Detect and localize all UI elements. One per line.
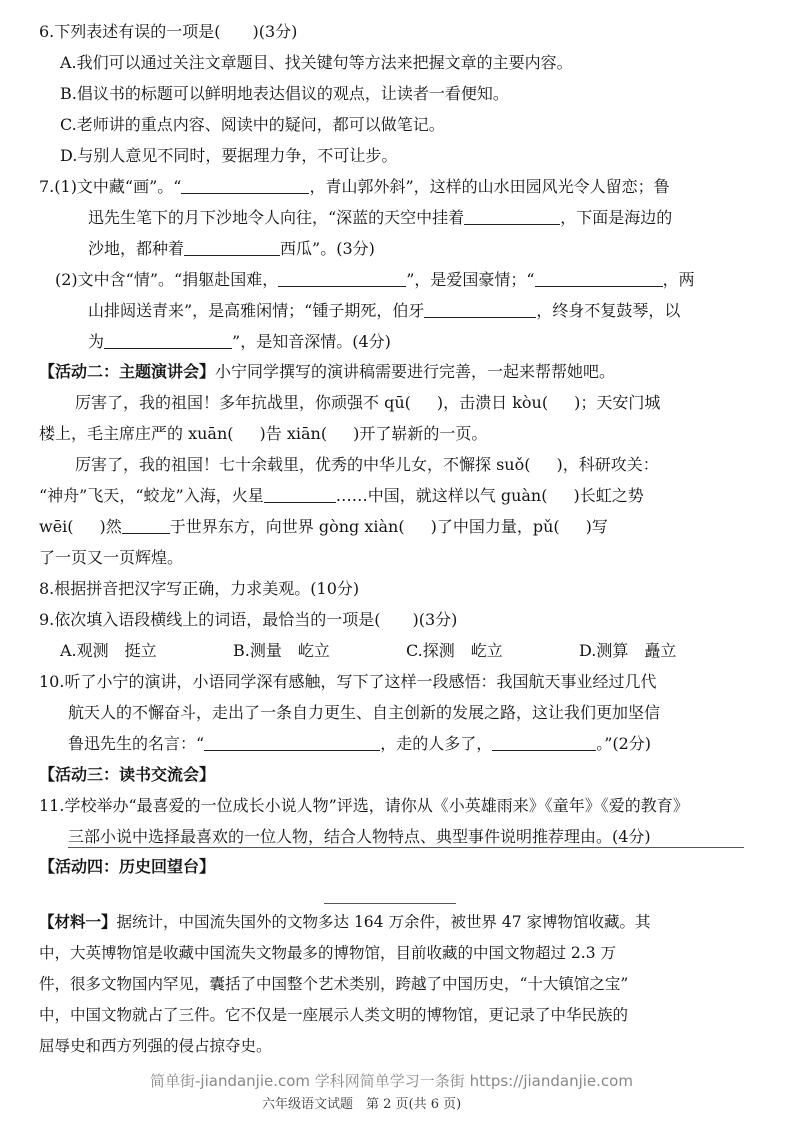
q7-part2-line1: (2)文中含“情”。“捐躯赴国难， ”，是爱国豪情；“ ，两: [55, 270, 695, 289]
q7-part2-line2: 山排闼送青来”，是高雅闲情；“锺子期死，伯牙 ，终身不复鼓琴，以: [88, 301, 681, 320]
q7-part1-line2: 迅先生笔下的月下沙地令人向往，“深蓝的天空中挂着 ，下面是海边的: [88, 208, 673, 227]
answer-blank[interactable]: [492, 734, 596, 751]
q6-option-c: C.老师讲的重点内容、阅读中的疑问，都可以做笔记。: [60, 115, 445, 134]
activity2-header: [39, 361, 615, 383]
q10-line3: 鲁迅先生的名言：“ ，走的人多了， 。”(2分): [68, 734, 652, 753]
q11-line2: 三部小说中选择最喜欢的一位人物，结合人物特点、典型事件说明推荐理由。(4分): [68, 827, 651, 846]
answer-blank[interactable]: [104, 332, 232, 349]
speech-line-2: 楼上，毛主席庄严的 xuān( )告 xiān( )开了崭新的一页。: [39, 424, 488, 443]
material-line-5: 屈辱史和西方列强的侵占掠夺史。: [39, 1037, 272, 1055]
material-label: 【材料一】: [39, 913, 117, 931]
speech-line-6: 了一页又一页辉煌。: [39, 548, 184, 567]
answer-blank[interactable]: [464, 208, 560, 225]
q6-option-d: D.与别人意见不同时，要据理力争，不可让步。: [60, 146, 398, 165]
material-line-2: 中，大英博物馆是收藏中国流失文物最多的博物馆，目前收藏的中国文物超过 2.3 万: [39, 944, 617, 962]
q9-option-d: D.测算 矗立: [579, 641, 677, 660]
activity2-title: 【活动二：主题演讲会】: [39, 362, 216, 381]
q9-option-c: C.探测 屹立: [406, 641, 503, 660]
speech-line-3: 厉害了，我的祖国！七十余载里，优秀的中华儿女，不懈探 suǒ( )，科研攻关：: [75, 455, 659, 474]
speech-line-4: “神舟”飞天，“蛟龙”入海，火星 ……中国，就这样以气 guàn( )长虹之势: [39, 486, 644, 505]
q10-line1: 10.听了小宁的演讲，小语同学深有感触，写下了这样一段感悟：我国航天事业经过几代: [39, 672, 657, 691]
answer-blank[interactable]: [264, 486, 336, 503]
q11-line1: 11.学校举办“最喜爱的一位成长小说人物”评选，请你从《小英雄雨来》《童年》《爱的教育》: [39, 796, 689, 815]
answer-blank[interactable]: [122, 517, 170, 534]
speech-line-5: wēi( )然 于世界东方，向世界 gòng xiàn( )了中国力量，pǔ( )写: [39, 517, 608, 536]
speech-line-1: 厉害了，我的祖国！多年抗战里，你顽强不 qū( )，击溃日 kòu( )；天安门城: [75, 393, 661, 412]
q6-option-b: B.倡议书的标题可以鲜明地表达倡议的观点，让读者一看便知。: [60, 84, 509, 103]
answer-blank[interactable]: [424, 301, 536, 318]
q7-part2-line3: 为 ”，是知音深情。(4分): [88, 332, 391, 351]
answer-blank[interactable]: [204, 734, 380, 751]
activity2-intro: 小宁同学撰写的演讲稿需要进行完善，一起来帮帮她吧。: [215, 362, 616, 381]
divider: [324, 903, 456, 904]
q6-stem: 6.下列表述有误的一项是( )(3分): [39, 22, 298, 41]
material-line-4: 中，中国文物就占了三件。它不仅是一座展示人类文明的博物馆，更记录了中华民族的: [39, 1006, 629, 1024]
material-line-3: 件，很多文物国内罕见，囊括了中国整个艺术类别，跨越了中国历史，“十大镇馆之宝”: [39, 975, 629, 993]
q10-line2: 航天人的不懈奋斗，走出了一条自力更生、自主创新的发展之路，这让我们更加坚信: [68, 703, 661, 722]
answer-blank[interactable]: [181, 177, 309, 194]
page-footer: 六年级语文试题 第 2 页(共 6 页): [262, 1097, 462, 1112]
material-line-1: 【材料一】据统计，中国流失国外的文物多达 164 万余件，被世界 47 家博物馆收藏。其: [39, 913, 651, 931]
q9-option-b: B.测量 屹立: [233, 641, 330, 660]
q7-part1-line1: 7.(1)文中藏“画”。“ ，青山郭外斜”，这样的山水田园风光令人留恋；鲁: [39, 177, 670, 196]
answer-blank[interactable]: [535, 270, 663, 287]
q9-stem: 9.依次填入语段横线上的词语，最恰当的一项是( )(3分): [39, 610, 458, 629]
watermark: 简单街-jiandanjie.com 学科网简单学习一条街 https://jiandanjie.com: [150, 1072, 633, 1090]
q8-stem: 8.根据拼音把汉字写正确，力求美观。(10分): [39, 579, 360, 598]
q9-option-a: A.观测 挺立: [60, 641, 157, 660]
q7-part1-line3: 沙地，都种着 西瓜”。(3分): [88, 239, 375, 258]
q6-option-a: A.我们可以通过关注文章题目、找关键句等方法来把握文章的主要内容。: [60, 53, 573, 72]
answer-blank[interactable]: [278, 270, 406, 287]
answer-line[interactable]: [68, 847, 744, 848]
answer-blank[interactable]: [184, 239, 280, 256]
activity3-title: 【活动三：读书交流会】: [39, 765, 216, 784]
activity4-title: 【活动四：历史回望台】: [39, 857, 216, 876]
